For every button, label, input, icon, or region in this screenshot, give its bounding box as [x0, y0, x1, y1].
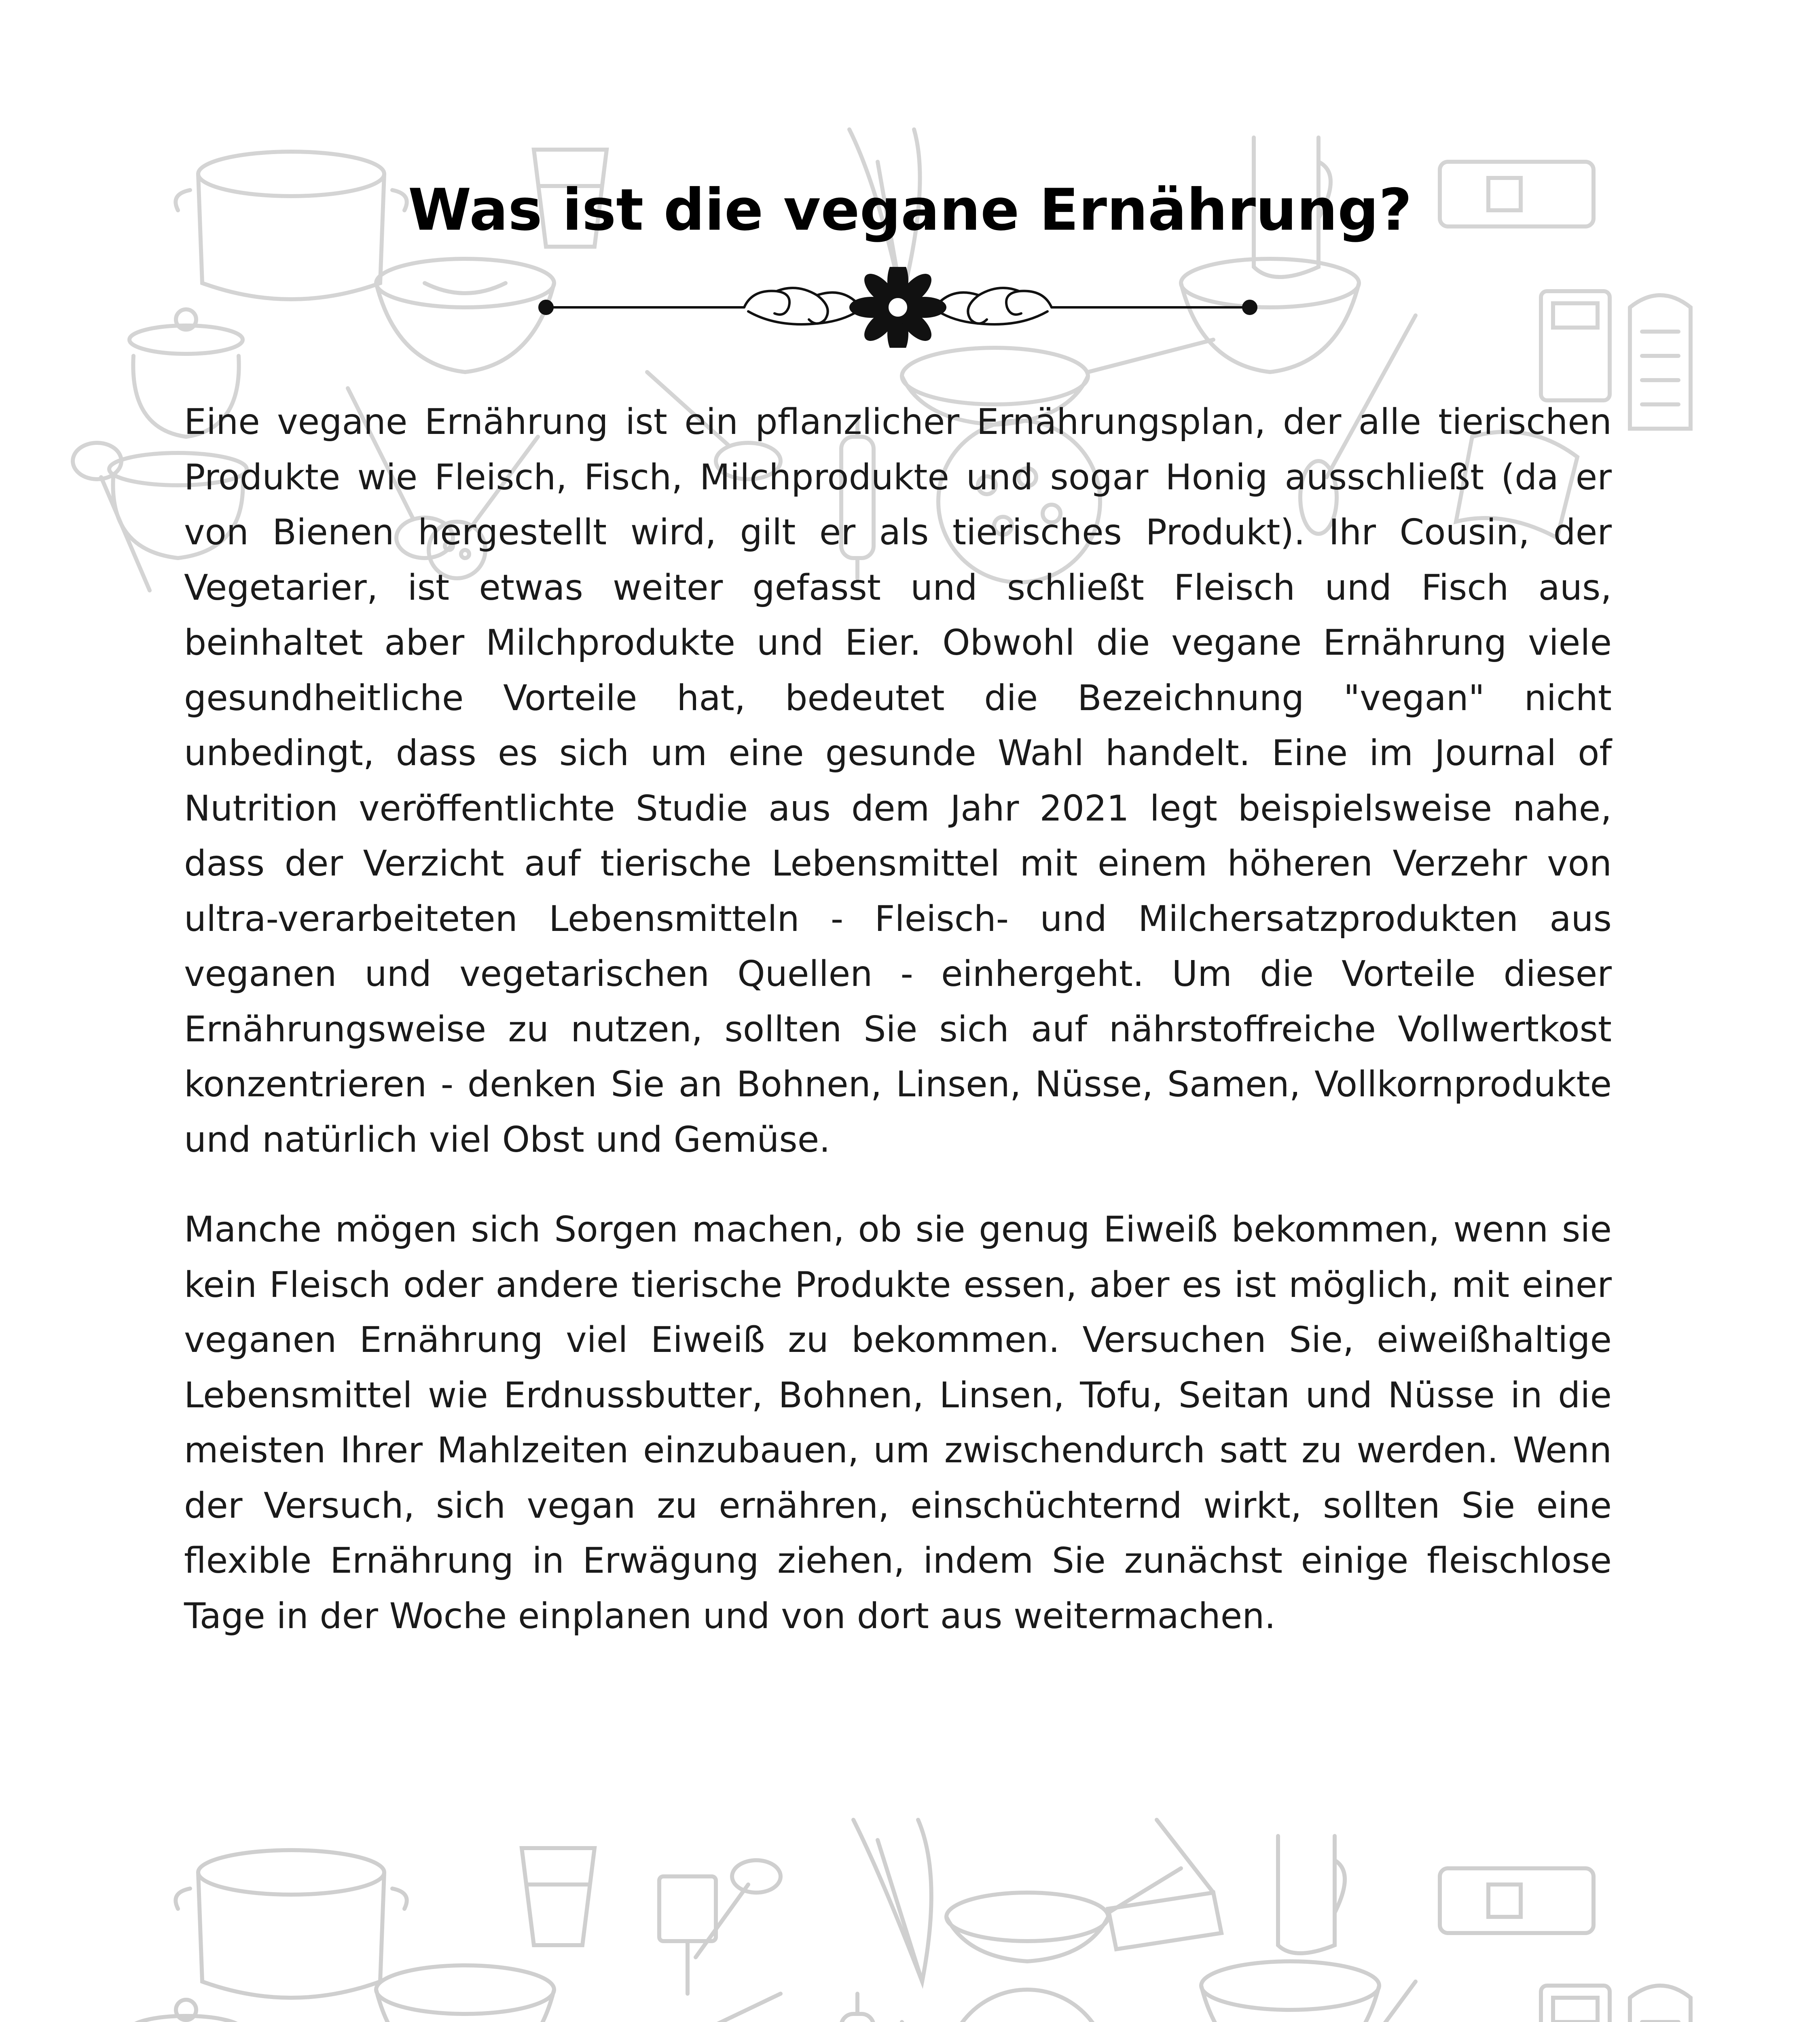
grater-icon — [1630, 1986, 1691, 2022]
kitchen-scale-icon — [1541, 1986, 1610, 2022]
flower-divider-ornament — [534, 267, 1262, 348]
kitchen-scale-icon — [1541, 291, 1610, 400]
pot-icon — [176, 1850, 406, 1998]
paragraph-1: Eine vegane Ernährung ist ein pflanzlicher Ernährungsplan, der alle tierischen Produkte wie Fleisch, Fisch, Milchprodukte und sogar Honig ausschließt (da er von Bienen hergestellt wird, gilt er als tierisches Produkt). Ihr Cousin, der Vegetarier, ist etwas weiter gefasst und schließt Fleisch und Fisch aus, beinhaltet aber Milchprodukte und Eier. Obwohl die vegane Ernährung viele gesundheitliche Vorteile hat, bedeutet die Bezeichnung "vegan" nicht unbedingt, dass es sich um eine gesunde Wahl handelt. Eine im Journal of Nutrition veröffentlichte Studie aus dem Jahr 2021 legt beispielsweise nahe, dass der Verzicht auf tierische Lebensmittel mit einem höheren Verzehr von ultra-verarbeiteten Lebensmitteln - Fleisch- und Milchersatzprodukten aus veganen und vegetarischen Quellen - einhergeht. Um die Vorteile dieser Ernährungsweise zu nutzen, sollten Sie sich auf nährstoffreiche Vollwertkost konzentrieren - denken Sie an Bohnen, Linsen, Nüsse, Samen, Vollkornprodukte und natürlich viel Obst und Gemüse. — [184, 401, 1612, 1160]
cake-tin-icon — [1440, 1868, 1594, 1933]
glass-icon — [522, 1848, 595, 1945]
spatula-icon — [1157, 1820, 1213, 1893]
lidded-pot-icon — [109, 2000, 247, 2022]
kitchen-utensils-background-bottom — [0, 1812, 1820, 2022]
bowl-icon — [376, 1965, 554, 2022]
bowl-right-icon — [1201, 1961, 1379, 2022]
page-title: Was ist die vegane Ernährung? — [408, 177, 1412, 243]
jug-icon — [1278, 1836, 1345, 1953]
colander-icon — [946, 1990, 1108, 2022]
cleaver-icon — [659, 1876, 716, 1994]
rolling-pin-icon — [841, 1994, 874, 2022]
grater-icon — [1630, 295, 1691, 429]
whisk-icon — [853, 1820, 931, 1982]
ladle-right-icon — [1242, 1982, 1416, 2022]
article-body — [184, 394, 1612, 1678]
pan-icon — [946, 1868, 1181, 1961]
paragraph-2: Manche mögen sich Sorgen machen, ob sie genug Eiweiß bekommen, wenn sie kein Fleisch oder andere tierische Produkte essen, aber es ist möglich, mit einer veganen Ernährung viel Eiweiß zu bekommen. Versuchen Sie, eiweißhaltige Lebensmittel wie Erdnussbutter, Bohnen, Linsen, Tofu, Seitan und Nüsse in die meisten Ihrer Mahlzeiten einzubauen, um zwischendurch satt zu werden. Wenn der Versuch, sich vegan zu ernähren, einschüchternd wirkt, sollten Sie eine flexible Ernährung in Erwägung ziehen, indem Sie zunächst einige fleischlose Tage in der Woche einplanen und von dort aus weitermachen. — [184, 1209, 1612, 1637]
bowl-icon — [376, 259, 554, 372]
spoon-left-icon — [657, 1994, 781, 2022]
